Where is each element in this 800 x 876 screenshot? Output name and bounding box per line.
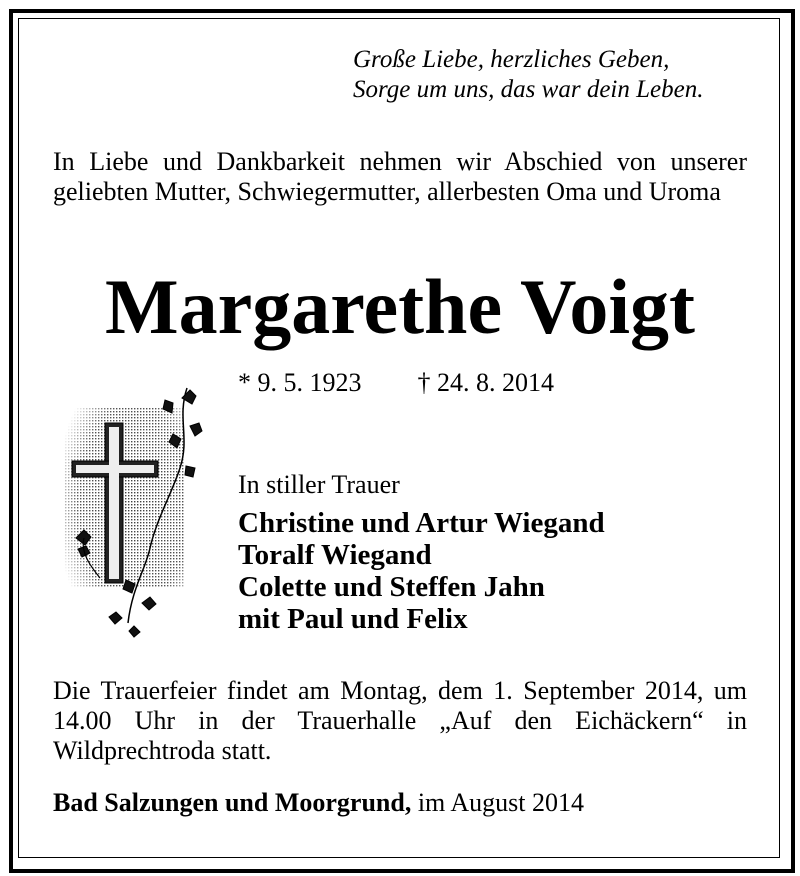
motto-line-1: Große Liebe, herzliches Geben, xyxy=(353,46,670,73)
death-date: † 24. 8. 2014 xyxy=(417,368,554,397)
ceremony-text: Die Trauerfeier findet am Montag, dem 1. September 2014, um 14.00 Uhr in der Trauerhalle „Auf den Eichäckern“ in Wildprechtroda statt. xyxy=(53,676,747,765)
closing-places: Bad Salzungen und Moorgrund, xyxy=(53,788,412,817)
closing-date: im August 2014 xyxy=(411,788,584,817)
mourner-name: Christine und Artur Wiegand xyxy=(238,507,605,539)
closing-line xyxy=(53,788,584,818)
mourning-label: In stiller Trauer xyxy=(238,470,400,499)
intro-text: In Liebe und Dankbarkeit nehmen wir Abschied von unserer geliebten Mutter, Schwiegermutter, allerbesten Oma und Uroma xyxy=(53,147,747,206)
mourners-list xyxy=(238,507,605,635)
motto-verse xyxy=(353,45,703,105)
motto-line-2: Sorge um uns, das war dein Leben. xyxy=(353,76,704,103)
mourner-name: mit Paul und Felix xyxy=(238,603,468,635)
birth-date: * 9. 5. 1923 xyxy=(238,368,362,397)
cross-with-ivy-icon xyxy=(62,378,207,638)
mourner-name: Toralf Wiegand xyxy=(238,539,432,571)
life-dates xyxy=(238,368,554,398)
deceased-name: Margarethe Voigt xyxy=(105,263,695,350)
mourner-name: Colette und Steffen Jahn xyxy=(238,571,545,603)
